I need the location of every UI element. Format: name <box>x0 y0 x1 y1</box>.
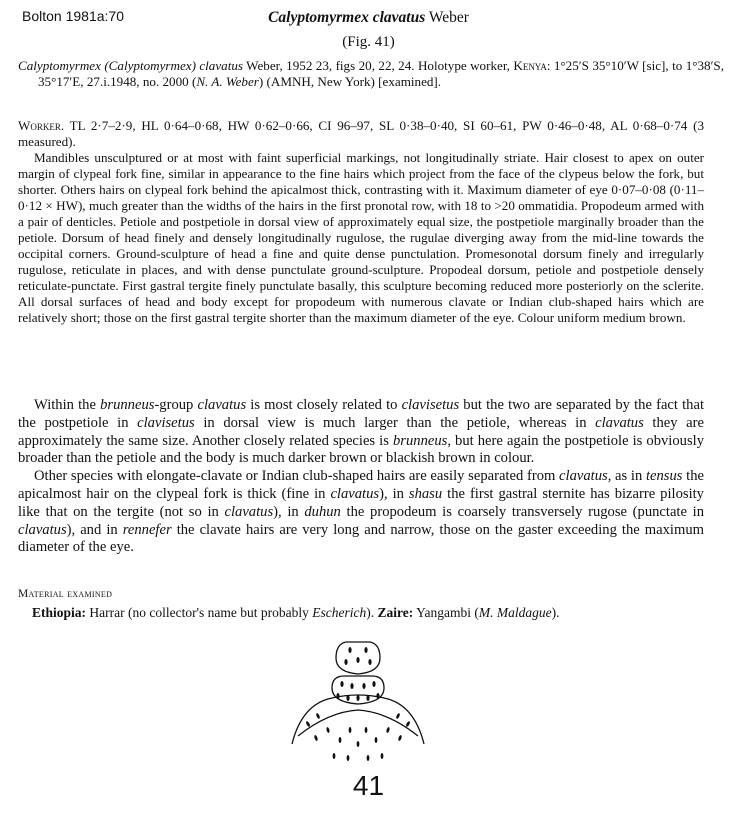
text-run: is most closely related to <box>246 397 402 413</box>
taxon-italic: clavisetus <box>401 397 460 413</box>
locality-text: : 1°25′S 35°10′W [sic], to 1°38′S, 35°17′E, 27.i.1948, no. 2000 ( <box>38 58 724 89</box>
taxon-italic: clavisetus <box>137 414 195 431</box>
text-run: the propodeum is coarsely transversely rugose (punctate in <box>340 503 704 520</box>
text-run: the first gastral sternite has bizarre pilosity like that on the tergite (not so in <box>18 485 704 520</box>
text-run: in dorsal view is much larger than the petiole, whereas in <box>194 414 596 431</box>
reference-tail: ) (AMNH, New York) [examined]. <box>258 74 442 89</box>
text-run: the apicalmost hair on the clypeal fork is thick (fine in <box>18 468 704 502</box>
species-title <box>0 8 737 28</box>
taxon-italic: shasu <box>408 485 443 502</box>
measurements-text: . TL 2·7–2·9, HL 0·64–0·68, HW 0·62–0·66, CI 96–97, SL 0·38–0·40, SI 60–61, PW 0·46–0·48, AL 0·68–0·74 (3 measured). <box>18 118 704 149</box>
text-run: the clavate hairs are very long and narrow, those on the gaster exceeding the maximum diameter of the eye. <box>18 521 704 556</box>
taxon-italic: clavatus <box>197 397 247 413</box>
specimen-drawing <box>288 632 428 772</box>
taxon-italic: clavatus <box>330 485 380 502</box>
country-ethiopia: Ethiopia: <box>32 605 87 620</box>
text-run: ). <box>366 605 375 620</box>
text-run: -group <box>154 397 198 413</box>
discussion <box>18 397 704 557</box>
taxonomic-reference <box>18 58 724 90</box>
taxon-italic: tensus <box>645 468 683 485</box>
worker-description <box>18 118 704 326</box>
text-run: , as in <box>607 468 646 485</box>
taxon-italic: clavatus <box>559 468 608 485</box>
worker-diagnosis: Mandibles unsculptured or at most with faint superficial markings, not longitudinally striate. Hair closest to apex on outer margin of clypeal fork fine, similar in appearance to the fine hairs which project from the face of the clypeus below the fork, but shorter. Others hairs on clypeal fork behind the apicalmost thick, contrasting with it. Maximum diameter of eye 0·07–0·08 (0·11–0·12 × HW), much greater than the widths of the hairs in the first pronotal row, with 18 to >20 ommatidia. Propodeum armed with a pair of denticles. Petiole and postpetiole in dorsal view of approximately equal size, the postpetiole marginally broader than the petiole. Dorsum of head finely and densely longitudinally rugulose, the rugulae diverging away from the mid-line towards the occipital corners. Ground-sculpture of head a fine and quite dense punctulation. Promesonotal dorsum finely and irregularly rugulose, reticulate in places, and with dense punctulate ground-sculpture. Propodeal dorsum, petiole and postpetiole densely reticulate-punctate. First gastral tergite finely punctulate basally, this sculpture becoming reduced more posteriorly on the sclerite. All dorsal surfaces of head and body except for propodeum with numerous clavate or Indian club-shaped hairs which are relatively short; those on the first gastral tergite shorter than the maximum diameter of the eye. Colour uniform medium brown. <box>18 150 704 325</box>
taxon-italic: duhun <box>304 503 341 520</box>
gaster-outline <box>292 695 424 744</box>
text-run: they are approximately the same size. Another closely related species is <box>18 414 704 449</box>
reference-text: Weber, 1952 23, figs 20, 22, 24. Holotype worker, <box>243 58 514 73</box>
text-run: Yangambi ( <box>413 605 479 620</box>
taxon-italic: rennefer <box>122 521 172 538</box>
text-run: Within the <box>34 397 101 413</box>
country-kenya: Kenya <box>513 58 547 73</box>
text-run: ). <box>551 605 560 620</box>
worker-label: Worker <box>18 118 61 133</box>
collector-name: N. A. Weber <box>196 74 259 89</box>
taxon-italic: clavatus <box>224 503 274 520</box>
original-name: Calyptomyrmex (Calyptomyrmex) clavatus <box>18 58 243 73</box>
worker-measurements <box>18 118 704 150</box>
text-run: ), in <box>273 503 305 520</box>
text-run: Other species with elongate-clavate or Indian club-shaped hairs are easily separated from <box>34 468 560 485</box>
discussion-paragraph-1 <box>18 397 704 468</box>
species-name: Calyptomyrmex clavatus <box>268 9 426 26</box>
text-run: , but here again the postpetiole is obviously broader than the petiole and the body is much darker brown or blackish brown in colour. <box>18 432 704 467</box>
material-list <box>32 605 559 621</box>
source-citation: Bolton 1981a:70 <box>22 8 124 24</box>
collector-italic: M. Maldague <box>478 605 552 620</box>
species-author: Weber <box>425 9 469 26</box>
taxon-italic: brunneus <box>393 432 448 449</box>
taxon-italic: brunneus <box>100 397 155 413</box>
country-zaire: Zaire: <box>377 605 414 620</box>
text-run: but the two are separated by the fact that the postpetiole in <box>18 397 704 431</box>
text-run: Harrar (no collector's name but probably <box>86 605 313 620</box>
gaster-sclerite-line <box>298 710 418 736</box>
collector-italic: Escherich <box>312 605 367 620</box>
text-run: ), and in <box>66 521 123 538</box>
material-heading: Material examined <box>18 588 113 600</box>
figure-number: 41 <box>352 770 385 801</box>
taxon-italic: clavatus <box>595 414 644 431</box>
taxon-italic: clavatus <box>18 521 67 538</box>
figure-reference: (Fig. 41) <box>342 34 395 50</box>
text-run: ), in <box>379 485 409 502</box>
discussion-paragraph-2 <box>18 468 704 557</box>
